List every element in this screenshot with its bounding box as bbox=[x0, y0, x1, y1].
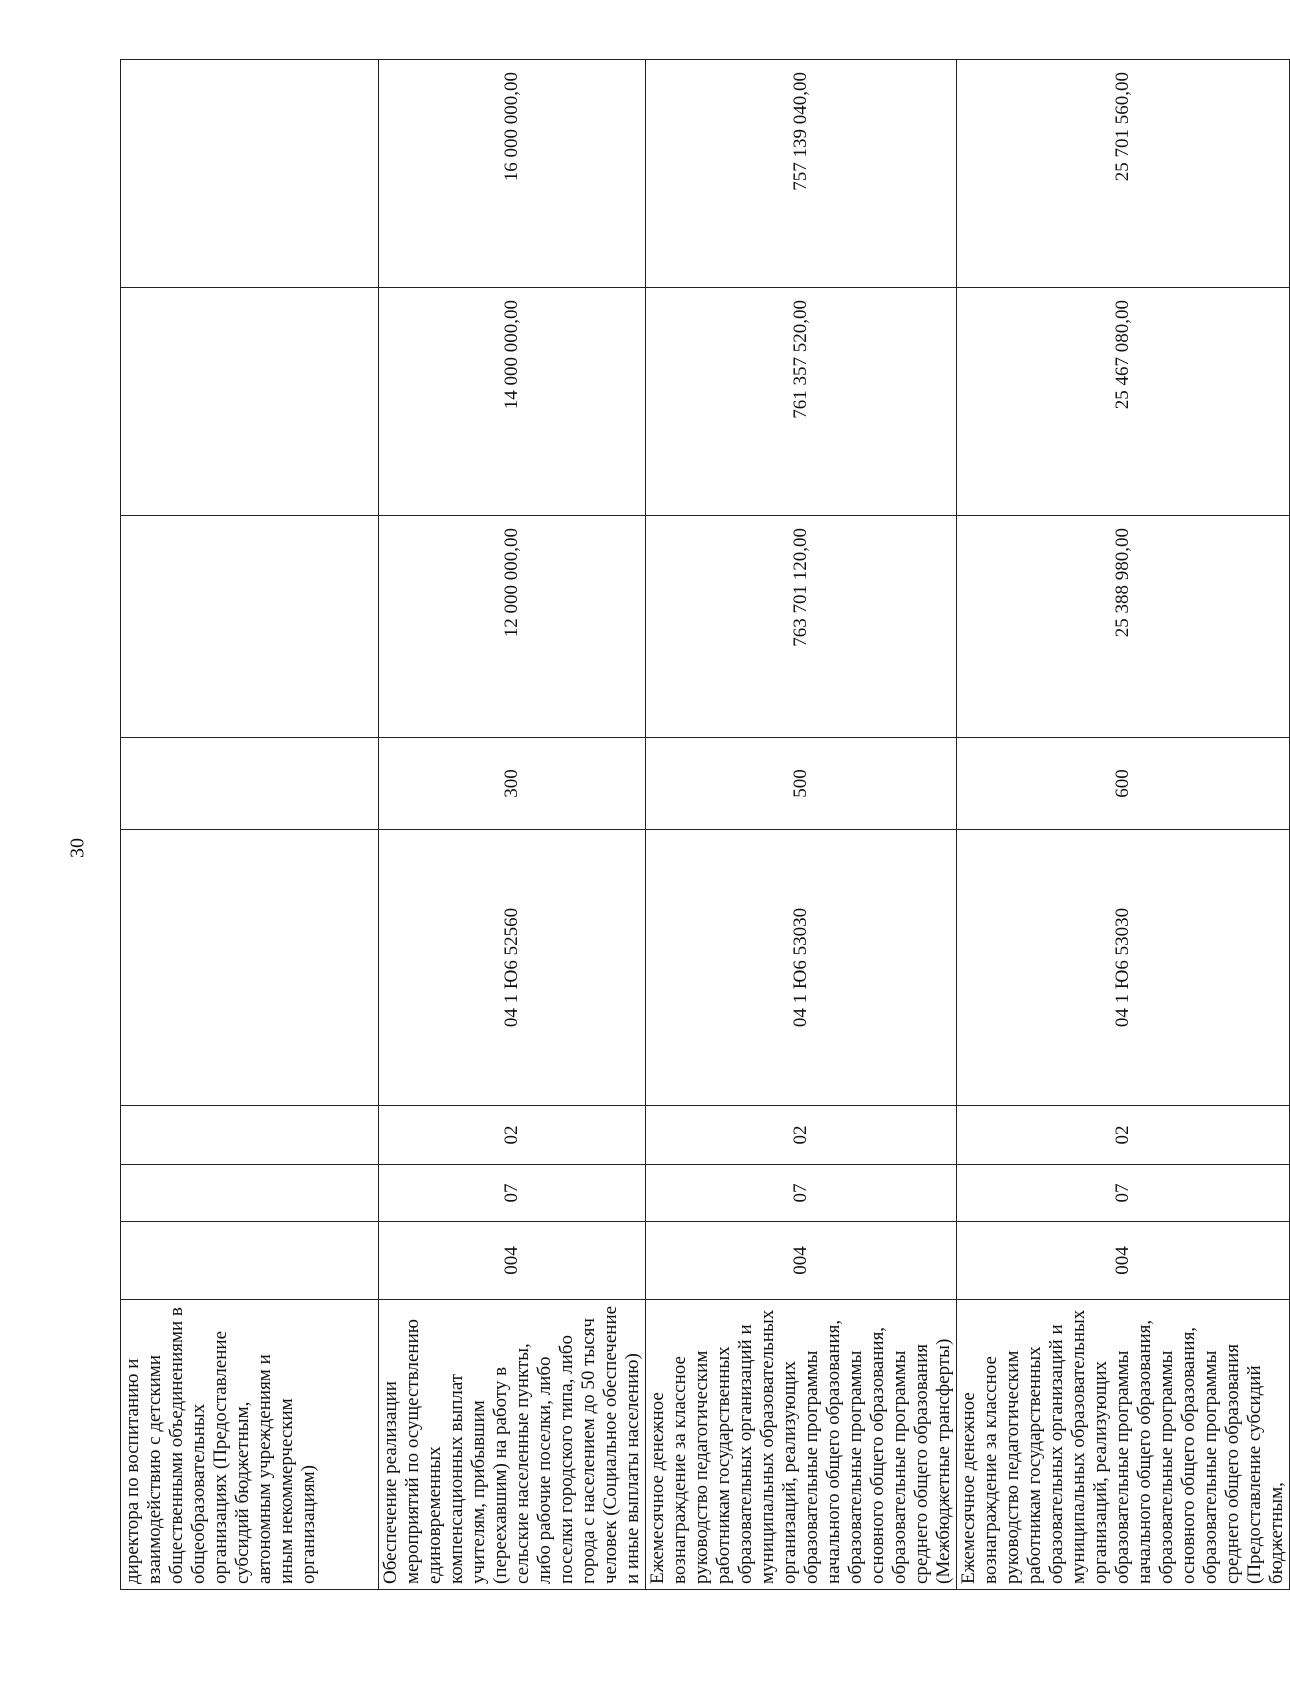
sum-2024-cell bbox=[121, 516, 379, 738]
table-row bbox=[379, 60, 646, 1590]
pr-cell bbox=[121, 1106, 379, 1165]
rz-cell: 07 bbox=[646, 1165, 957, 1222]
sum-2026-cell: 757 139 040,00 bbox=[646, 60, 957, 288]
ved-cell: 004 bbox=[646, 1222, 957, 1300]
ved-cell: 004 bbox=[379, 1222, 646, 1300]
ved-cell bbox=[121, 1222, 379, 1300]
sum-2025-cell: 25 467 080,00 bbox=[957, 288, 1290, 516]
rz-cell: 07 bbox=[379, 1165, 646, 1222]
vr-cell: 600 bbox=[957, 738, 1290, 830]
csr-cell: 04 1 Ю6 52560 bbox=[379, 830, 646, 1106]
pr-cell: 02 bbox=[957, 1106, 1290, 1165]
row-name: директора по воспитанию и взаимодействию с детскими общественными объединениями в общеобразовательных организациях (Предоставление субсидий бюджетным, автономным учреждениям и иным некоммерческим организациям) bbox=[121, 1300, 379, 1590]
sum-2025-cell: 14 000 000,00 bbox=[379, 288, 646, 516]
row-name: Ежемесячное денежное вознаграждение за классное руководство педагогическим работникам государственных образовательных организаций и муниципальных образовательных организаций, реализующих образовательные программы начального общего образования, образовательные программы основного общего образования, образовательные программы среднего общего образования (Межбюджетные трансферты) bbox=[646, 1300, 957, 1590]
rz-cell bbox=[121, 1165, 379, 1222]
csr-cell: 04 1 Ю6 53030 bbox=[646, 830, 957, 1106]
table-row bbox=[121, 60, 379, 1590]
sum-2025-cell: 761 357 520,00 bbox=[646, 288, 957, 516]
vr-cell: 300 bbox=[379, 738, 646, 830]
pr-cell: 02 bbox=[646, 1106, 957, 1165]
rotated-table-container bbox=[120, 60, 1287, 1590]
row-name: Обеспечение реализации мероприятий по осуществлению единовременных компенсационных выплат учителям, прибывшим (переехавшим) на работу в сельские населенные пункты, либо рабочие поселки, либо поселки городского типа, либо города с населением до 50 тысяч человек (Социальное обеспечение и иные выплаты населению) bbox=[379, 1300, 646, 1590]
ved-cell: 004 bbox=[957, 1222, 1290, 1300]
table-row bbox=[646, 60, 957, 1590]
vr-cell: 500 bbox=[646, 738, 957, 830]
vr-cell bbox=[121, 738, 379, 830]
pr-cell: 02 bbox=[379, 1106, 646, 1165]
sum-2026-cell: 25 701 560,00 bbox=[957, 60, 1290, 288]
csr-cell: 04 1 Ю6 53030 bbox=[957, 830, 1290, 1106]
sum-2024-cell: 12 000 000,00 bbox=[379, 516, 646, 738]
rz-cell: 07 bbox=[957, 1165, 1290, 1222]
sum-2026-cell bbox=[121, 60, 379, 288]
row-name: Ежемесячное денежное вознаграждение за классное руководство педагогическим работникам государственных образовательных организаций и муниципальных образовательных организаций, реализующих образовательные программы начального общего образования, образовательные программы основного общего образования, образовательные программы среднего общего образования (Предоставление субсидий бюджетным, bbox=[957, 1300, 1290, 1590]
budget-table bbox=[120, 59, 1290, 1590]
sum-2026-cell: 16 000 000,00 bbox=[379, 60, 646, 288]
sum-2024-cell: 763 701 120,00 bbox=[646, 516, 957, 738]
page-number: 30 bbox=[66, 838, 89, 858]
table-row bbox=[957, 60, 1290, 1590]
sum-2025-cell bbox=[121, 288, 379, 516]
csr-cell bbox=[121, 830, 379, 1106]
sum-2024-cell: 25 388 980,00 bbox=[957, 516, 1290, 738]
